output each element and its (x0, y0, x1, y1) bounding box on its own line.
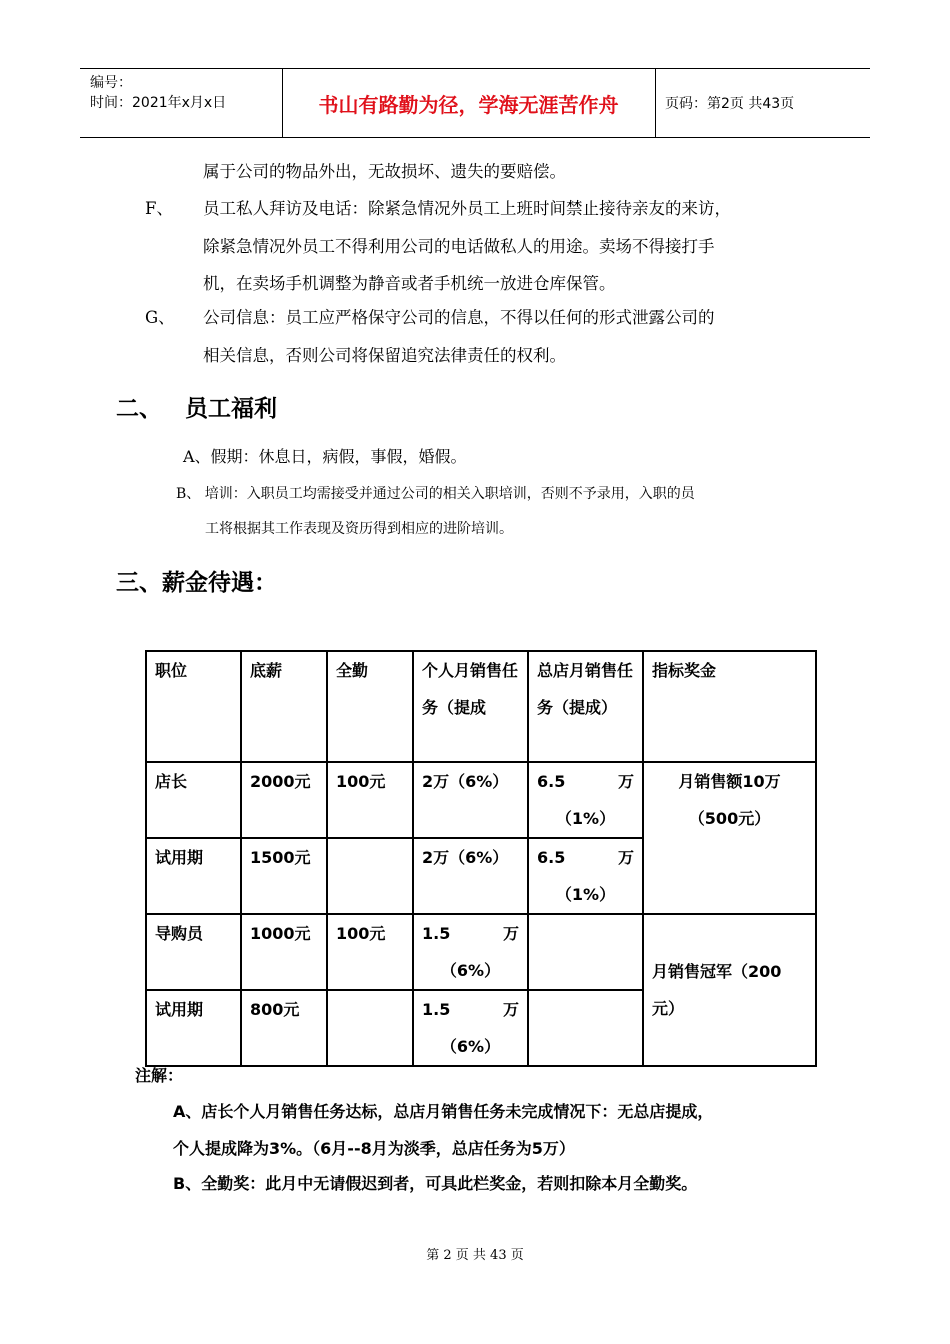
header-divider (655, 69, 656, 137)
section-title: 员工福利 (185, 396, 277, 422)
item-label-f: F、 (145, 199, 173, 218)
personal-task-rate: （6%） (440, 961, 501, 980)
paragraph-line: 相关信息，否则公司将保留追究法律责任的权利。 (203, 346, 566, 365)
paragraph-line: 机，在卖场手机调整为静音或者手机统一放进仓库保管。 (203, 274, 616, 293)
personal-task-rate: （6%） (440, 1037, 501, 1056)
table-row (146, 762, 816, 838)
salary-table (145, 650, 817, 1067)
doc-number-label: 编号： (90, 75, 132, 91)
table-cell: 2000元 (241, 762, 327, 838)
paragraph-line: 除紧急情况外员工不得利用公司的电话做私人的用途。卖场不得接打手 (203, 237, 715, 256)
table-cell (528, 990, 643, 1066)
doc-date-label: 时间：2021年x月x日 (90, 95, 227, 111)
table-cell (413, 990, 528, 1066)
store-task-rate: （1%） (555, 809, 616, 828)
table-cell: 800元 (241, 990, 327, 1066)
table-cell: 1000元 (241, 914, 327, 990)
table-header-cell: 底薪 (241, 651, 327, 762)
note-line: 个人提成降为3%。（6月--8月为淡季，总店任务为5万） (173, 1139, 575, 1158)
benefit-training-cont: 工将根据其工作表现及资历得到相应的进阶培训。 (205, 521, 513, 537)
store-task-value: 6.5 (537, 848, 566, 867)
paragraph-line: 员工私人拜访及电话：除紧急情况外员工上班时间禁止接待亲友的来访， (203, 199, 731, 218)
table-cell (528, 762, 643, 838)
table-header-cell: 全勤 (327, 651, 413, 762)
table-cell (327, 838, 413, 914)
table-cell: 1500元 (241, 838, 327, 914)
section-number: 二、 (116, 396, 162, 422)
store-task-value: 6.5 (537, 772, 566, 791)
paragraph-line: 属于公司的物品外出，无故损坏、遗失的要赔偿。 (203, 162, 566, 181)
bonus-line: 元） (652, 999, 685, 1018)
header-meta (90, 73, 226, 113)
table-cell: 试用期 (146, 990, 241, 1066)
table-cell (528, 914, 643, 990)
table-header-cell: 指标奖金 (643, 651, 816, 762)
personal-task-value: 1.5 (422, 924, 451, 943)
store-task-unit: 万 (617, 772, 634, 791)
table-cell: 试用期 (146, 838, 241, 914)
benefit-holidays: A、假期：休息日，病假，事假，婚假。 (183, 447, 467, 466)
table-cell (528, 838, 643, 914)
header-motto: 书山有路勤为径，学海无涯苦作舟 (318, 92, 619, 117)
paragraph-line: 公司信息：员工应严格保守公司的信息，不得以任何的形式泄露公司的 (203, 308, 715, 327)
table-header-cell: 总店月销售任务（提成） (528, 651, 643, 762)
personal-task-unit: 万 (502, 924, 519, 943)
note-line: A、店长个人月销售任务达标，总店月销售任务未完成情况下：无总店提成， (173, 1102, 714, 1121)
page-header (80, 68, 870, 138)
table-cell (413, 914, 528, 990)
bonus-line: （500元） (688, 809, 771, 828)
header-page-info: 页码：第2页 共43页 (665, 96, 795, 112)
table-header-cell: 职位 (146, 651, 241, 762)
store-task-rate: （1%） (555, 885, 616, 904)
table-header-cell: 个人月销售任务（提成 (413, 651, 528, 762)
table-row (146, 914, 816, 990)
personal-task-unit: 万 (502, 1000, 519, 1019)
table-cell: 店长 (146, 762, 241, 838)
section-title: 三、薪金待遇： (116, 570, 277, 596)
page-footer: 第 2 页 共 43 页 (426, 1248, 524, 1263)
store-task-unit: 万 (617, 848, 634, 867)
table-cell (327, 990, 413, 1066)
bonus-line: 月销售额10万 (678, 772, 781, 791)
table-header-row (146, 651, 816, 762)
note-line: B、全勤奖：此月中无请假迟到者，可具此栏奖金，若则扣除本月全勤奖。 (173, 1174, 698, 1193)
table-cell-bonus (643, 914, 816, 1066)
table-cell: 100元 (327, 914, 413, 990)
item-label-g: G、 (145, 308, 175, 327)
bonus-line: 月销售冠军（200 (652, 962, 782, 981)
table-cell-bonus (643, 762, 816, 914)
notes-title: 注解： (135, 1066, 184, 1085)
table-cell: 2万（6%） (413, 762, 528, 838)
table-cell: 2万（6%） (413, 838, 528, 914)
personal-task-value: 1.5 (422, 1000, 451, 1019)
table-cell: 导购员 (146, 914, 241, 990)
table-cell: 100元 (327, 762, 413, 838)
benefit-training: B、 培训：入职员工均需接受并通过公司的相关入职培训，否则不予录用，入职的员 (176, 486, 695, 502)
